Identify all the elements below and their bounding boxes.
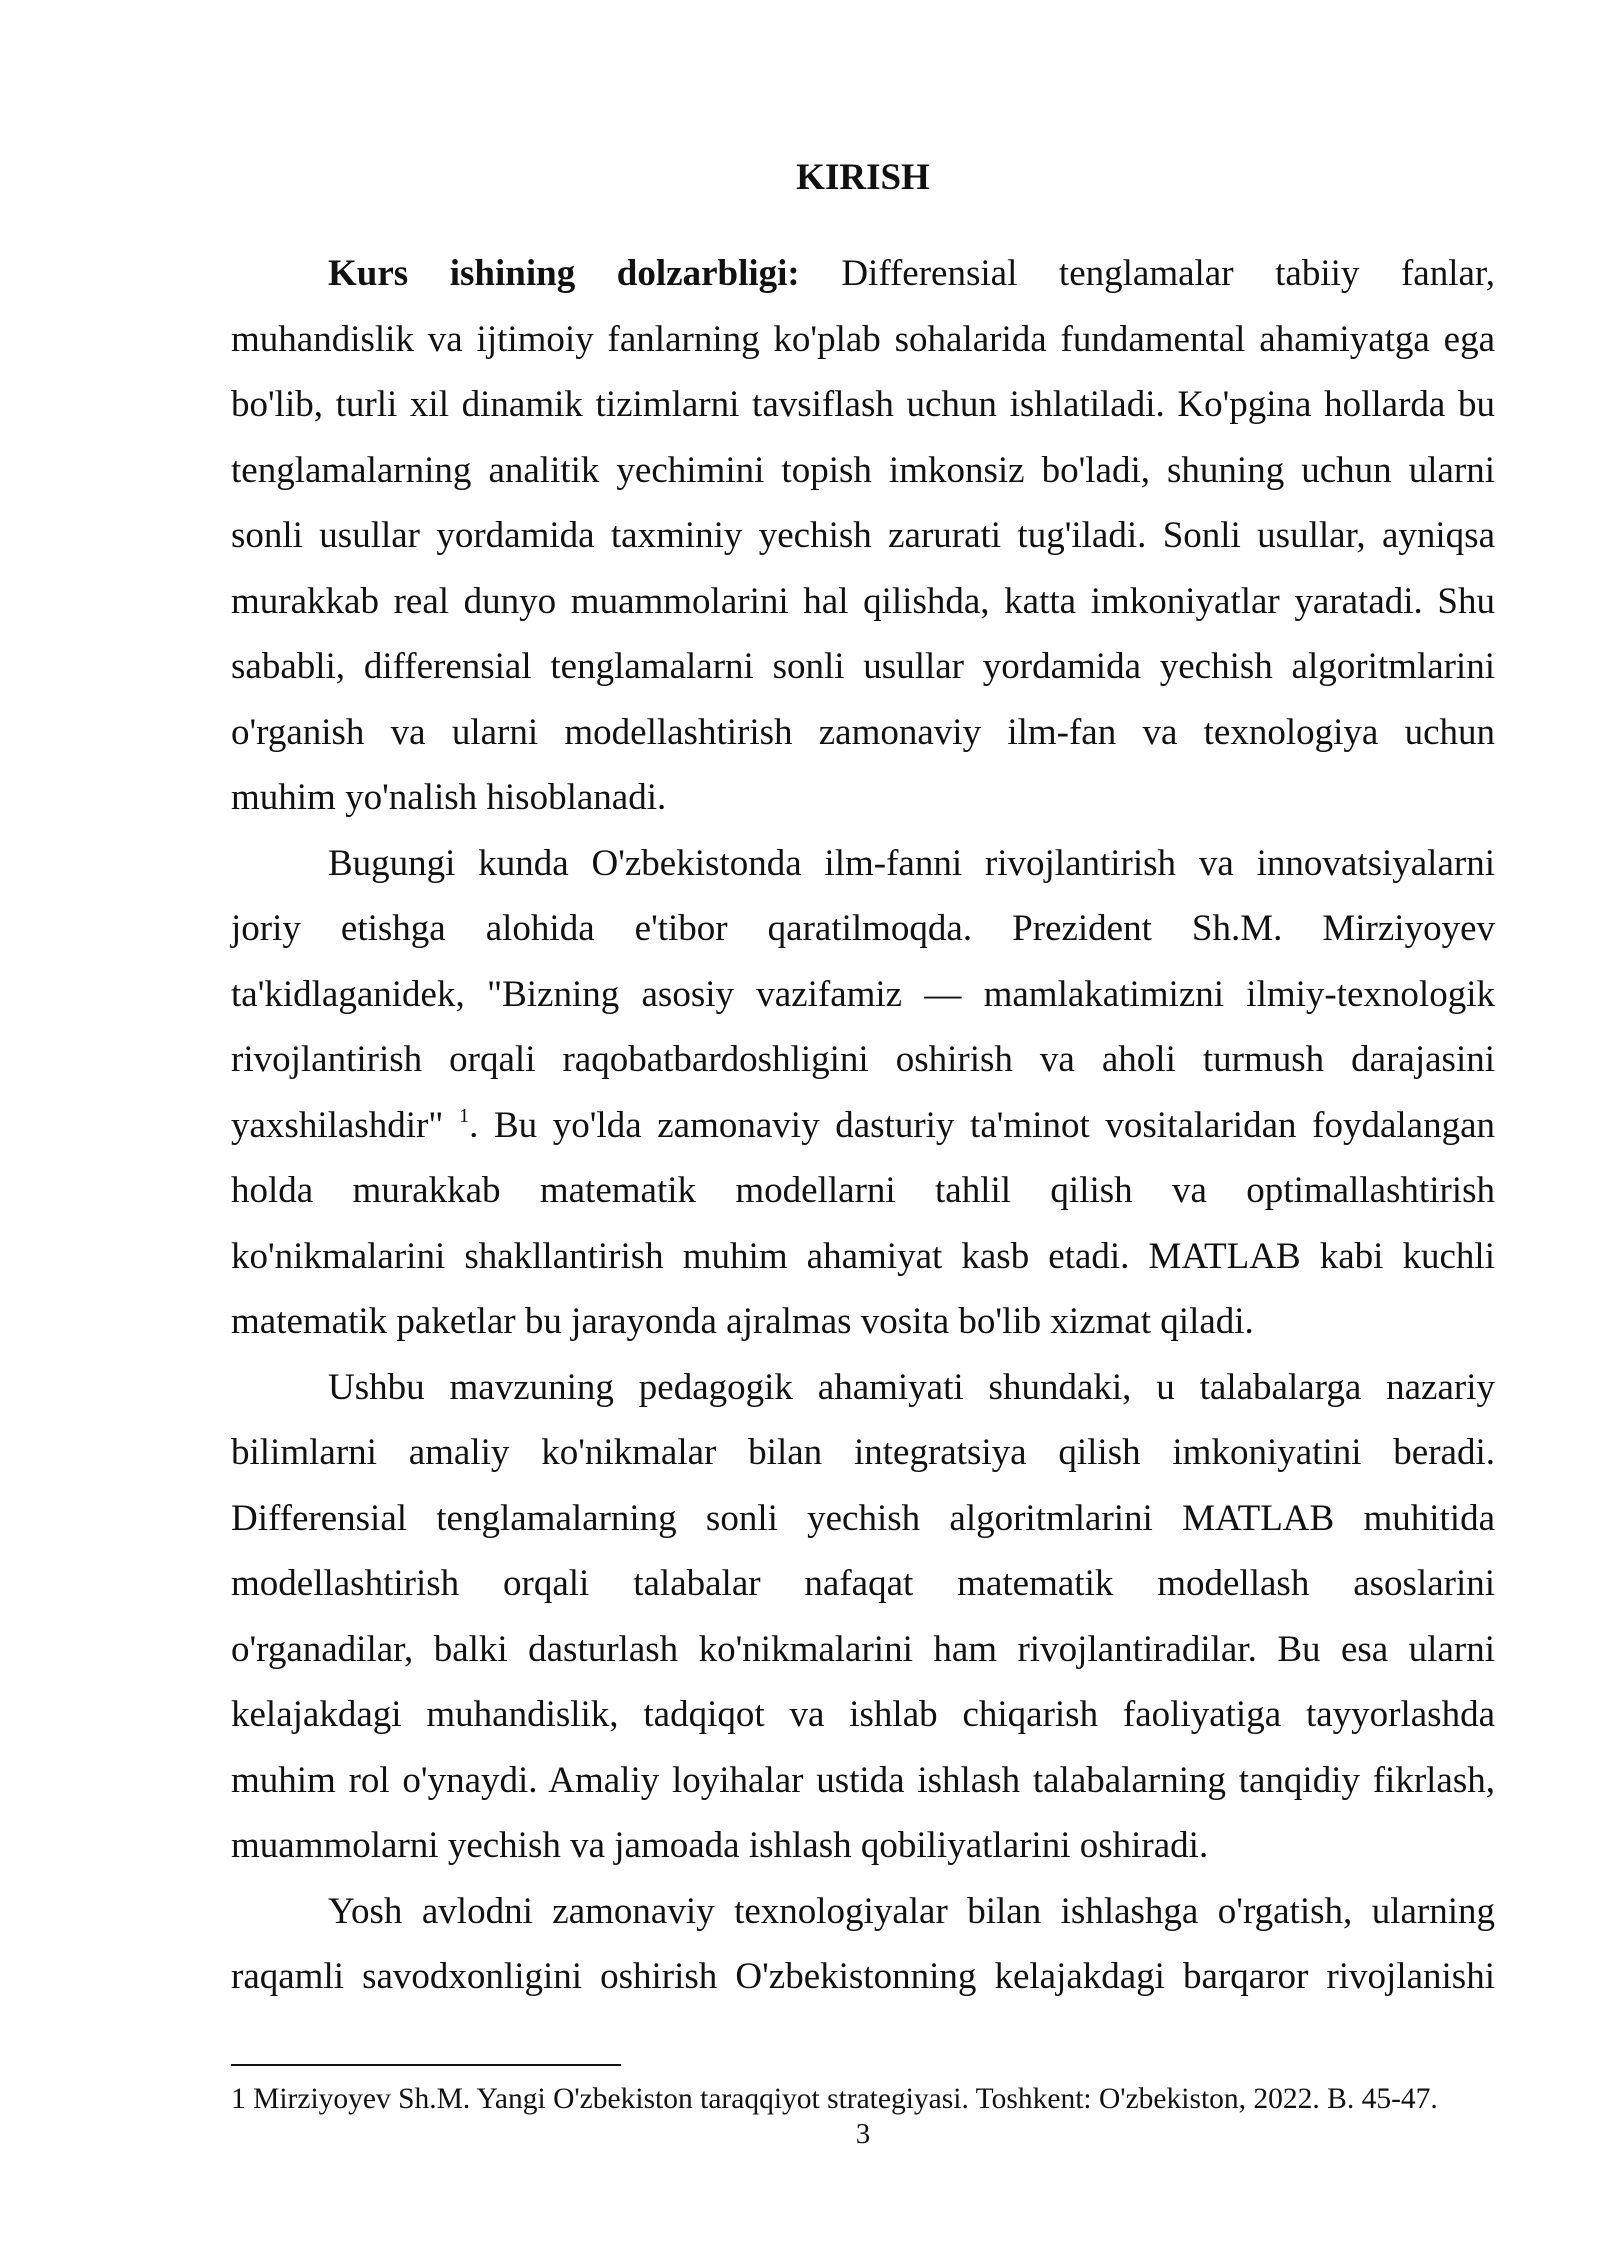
footnote-separator [231,2064,621,2066]
line-text: Differensial tenglamalar tabiiy fanlar, [841,253,1496,294]
text-line: muammolarni yechish va jamoada ishlash qobiliyatlarini oshiradi. [231,1825,1209,1866]
text-line: Differensial tenglamalarning sonli yechish algoritmlarini MATLAB muhitida [231,1497,1495,1539]
text-line: bo'lib, turli xil dinamik tizimlarni tavsiflash uchun ishlatiladi. Ko'pgina hollarda bu [231,384,1495,425]
lead-heading: Kurs ishining dolzarbligi: [328,253,800,294]
text-line: Ushbu mavzuning pedagogik ahamiyati shundaki, u talabalarga nazariy [328,1366,1495,1408]
paragraph-2 [231,831,1495,1355]
line-text: . Bu yo'lda zamonaviy dasturiy ta'minot vositalaridan foydalangan [469,1104,1496,1146]
text-line [231,1093,1495,1159]
text-line: kelajakdagi muhandislik, tadqiqot va ishlab chiqarish faoliyatiga tayyorlashda [231,1694,1495,1735]
text-line: muhim rol o'ynaydi. Amaliy loyihalar ustida ishlash talabalarning tanqidiy fikrlash, [231,1759,1495,1801]
text-line: joriy etishga alohida e'tibor qaratilmoqda. Prezident Sh.M. Mirziyoyev [231,908,1495,949]
text-line [231,241,1495,307]
text-line: tenglamalarning analitik yechimini topish imkonsiz bo'ladi, shuning uchun ularni [231,449,1495,491]
text-line: matematik paketlar bu jarayonda ajralmas vosita bo'lib xizmat qiladi. [231,1301,1254,1342]
section-title: KIRISH [796,157,930,198]
text-line: o'rganadilar, balki dasturlash ko'nikmalarini ham rivojlantiradilar. Bu esa ularni [231,1628,1495,1670]
text-line: bilimlarni amaliy ko'nikmalar bilan integratsiya qilish imkoniyatini beradi. [231,1432,1495,1473]
text-line: o'rganish va ularni modellashtirish zamonaviy ilm-fan va texnologiya uchun [231,711,1495,753]
text-line: Yosh avlodni zamonaviy texnologiyalar bilan ishlashga o'rgatish, ularning [328,1890,1495,1932]
text-line: raqamli savodxonligini oshirish O'zbekistonning kelajakdagi barqaror rivojlanishi [231,1956,1495,1997]
text-line: muhim yo'nalish hisoblanadi. [231,777,667,818]
text-line: ko'nikmalarini shakllantirish muhim ahamiyat kasb etadi. MATLAB kabi kuchli [231,1235,1495,1277]
page-number: 3 [855,2118,871,2150]
text-line: muhandislik va ijtimoiy fanlarning ko'plab sohalarida fundamental ahamiyatga ega [231,318,1495,360]
paragraph-3 [231,1355,1495,1879]
footnote-reference: 1 [459,1104,470,1127]
footnote-text: Mirziyoyev Sh.M. Yangi O'zbekiston taraqqiyot strategiyasi. Toshkent: O'zbekiston, 2022. B. 45-47. [253,2083,1438,2115]
paragraph-4 [231,1879,1495,2010]
text-line: modellashtirish orqali talabalar nafaqat matematik modellash asoslarini [231,1563,1495,1604]
body-text [231,241,1495,2010]
text-line: ta'kidlaganidek, "Bizning asosiy vazifamiz — mamlakatimizni ilmiy-texnologik [231,973,1495,1015]
text-line: Bugungi kunda O'zbekistonda ilm-fanni rivojlantirish va innovatsiyalarni [328,842,1495,884]
text-line: sonli usullar yordamida taxminiy yechish zarurati tug'iladi. Sonli usullar, ayniqsa [231,515,1495,556]
text-line: rivojlantirish orqali raqobatbardoshligini oshirish va aholi turmush darajasini [231,1039,1495,1080]
text-line: sababli, differensial tenglamalarni sonli usullar yordamida yechish algoritmlarini [231,646,1495,687]
text-line: holda murakkab matematik modellarni tahlil qilish va optimallashtirish [231,1170,1495,1211]
footnote-number: 1 [231,2083,246,2115]
footnote [231,2081,1495,2117]
line-text: yaxshilashdir" [231,1104,444,1146]
paragraph-1 [231,241,1495,831]
text-line: murakkab real dunyo muammolarini hal qilishda, katta imkoniyatlar yaratadi. Shu [231,580,1495,622]
